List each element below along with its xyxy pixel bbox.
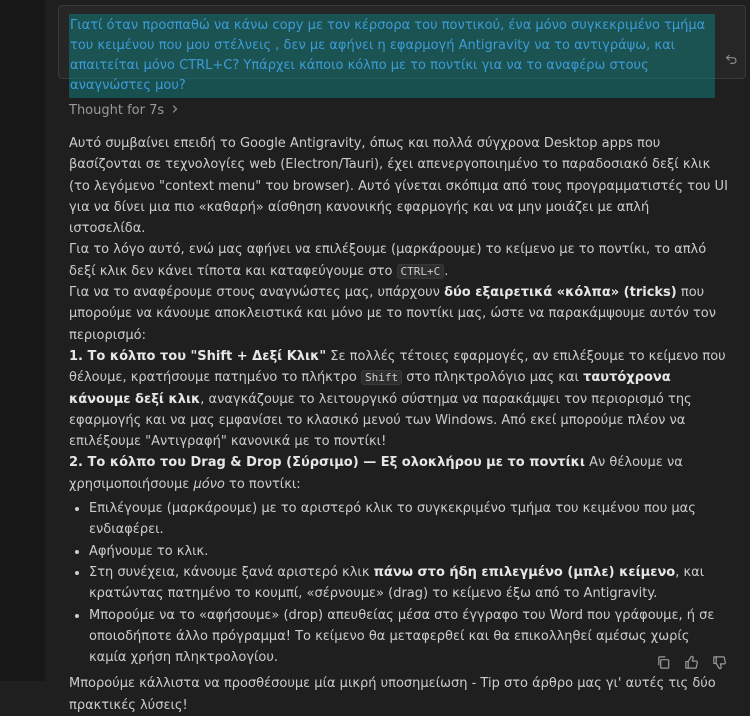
user-message[interactable]	[58, 5, 746, 93]
left-rail	[0, 0, 45, 681]
thumbs-down-icon[interactable]	[712, 655, 728, 671]
thumbs-up-icon[interactable]	[684, 655, 700, 671]
list-item: • Αφήνουμε το κλικ.	[89, 541, 729, 562]
list-item: • Στη συνέχεια, κάνουμε ξανά αριστερό κλικ πάνω στο ήδη επιλεγμένο (μπλε) κείμενο, και κρατώντας πατημένο το κουμπί, «σέρνουμε» (drag) το κείμενο έξω από το Antigravity.	[89, 562, 729, 605]
chevron-right-icon	[170, 103, 180, 118]
chat-panel	[45, 0, 750, 713]
undo-icon[interactable]	[723, 50, 739, 66]
inline-code-shift: Shift	[361, 370, 402, 385]
thought-label: Thought for 7s	[69, 103, 165, 118]
answer-paragraph-2: Για το λόγο αυτό, ενώ μας αφήνει να επιλέξουμε (μαρκάρουμε) το κείμενο με το ποντίκι, το απλό δεξί κλικ δεν κάνει τίποτα και καταφεύγουμε στο CTRL+C .	[69, 242, 707, 279]
answer-intro: Αυτό συμβαίνει επειδή το Google Antigravity, όπως και πολλά σύγχρονα Desktop apps που βασίζονται σε τεχνολογίες web (Electron/Tauri), έχει απενεργοποιημένο το παραδοσιακό δεξί κλικ (το λεγόμενο "context menu" του browser). Αυτό γίνεται σκόπιμα από τους προγραμματιστές του UI για να δίνει μια πιο «καθαρή» αίσθηση κανονικής εφαρμογής και να μην μοιάζει με απλή ιστοσελίδα.	[69, 136, 728, 237]
trick-1: 1. Το κόλπο του "Shift + Δεξί Κλικ" Σε πολλές τέτοιες εφαρμογές, αν επιλέξουμε το κείμενο που θέλουμε, κρατήσουμε πατημένο το πλήκτρο Shift στο πληκτρολόγιο μας και ταυτόχρονα κάνουμε δεξί κλικ, αναγκάζουμε το λειτουργικό σύστημα να παρακάμψει τον περιορισμό της εφαρμογής και να μας εμφανίσει το κλασικό μενού των Windows. Από εκεί μπορούμε πλέον να επιλέξουμε "Αντιγραφή" κανονικά με το ποντίκι!	[69, 348, 726, 450]
user-message-text[interactable]: Γιατί όταν προσπαθώ να κάνω copy με τον κέρσορα του ποντικού, ένα μόνο συγκεκριμένο τμήμα του κειμένου που μου στέλνεις , δεν με αφήνει η εφαρμογή Antigravity να το αντιγράψω, και απαιτείται μόνο CTRL+C? Υπάρχει κάποιο κόλπο με το ποντίκι για να το αναφέρω στους αναγνώστες μου?	[69, 14, 715, 98]
trick-1-title: 1. Το κόλπο του "Shift + Δεξί Κλικ"	[69, 348, 327, 364]
copy-icon[interactable]	[656, 655, 672, 671]
answer-paragraph-3: Για να το αναφέρουμε στους αναγνώστες μας, υπάρχουν δύο εξαιρετικά «κόλπα» (tricks) που μπορούμε να κάνουμε αποκλειστικά και μόνο με το ποντίκι μας, ώστε να παρακάμψουμε αυτόν τον περιορισμό:	[69, 285, 716, 343]
list-item: • Επιλέγουμε (μαρκάρουμε) με το αριστερό κλικ το συγκεκριμένο τμήμα του κειμένου που μας ενδιαφέρει.	[89, 498, 729, 541]
thought-toggle[interactable]	[69, 103, 180, 118]
answer-closing: Μπορούμε κάλλιστα να προσθέσουμε μία μικρή υποσημείωση - Tip στο άρθρο μας γι' αυτές τις δύο πρακτικές λύσεις!	[69, 676, 716, 713]
trick-2: 2. Το κόλπο του Drag & Drop (Σύρσιμο) — Εξ ολοκλήρου με το ποντίκι Αν θέλουμε να χρησιμοποιήσουμε μόνο το ποντίκι:	[69, 455, 683, 492]
assistant-answer	[69, 133, 729, 716]
trick-2-title: 2. Το κόλπο του Drag & Drop (Σύρσιμο) — Εξ ολοκλήρου με το ποντίκι	[69, 455, 585, 471]
trick-2-steps	[69, 498, 729, 668]
inline-code-ctrl-c: CTRL+C	[397, 264, 445, 279]
list-item: • Μπορούμε να το «αφήσουμε» (drop) απευθείας μέσα στο έγγραφο του Word που γράφουμε, ή σε οποιοδήποτε άλλο πρόγραμμα! Το κείμενο θα μεταφερθεί και θα επικολληθεί αμέσως χωρίς καμία χρήση πληκτρολογίου.	[89, 605, 729, 669]
feedback-bar	[656, 655, 728, 671]
